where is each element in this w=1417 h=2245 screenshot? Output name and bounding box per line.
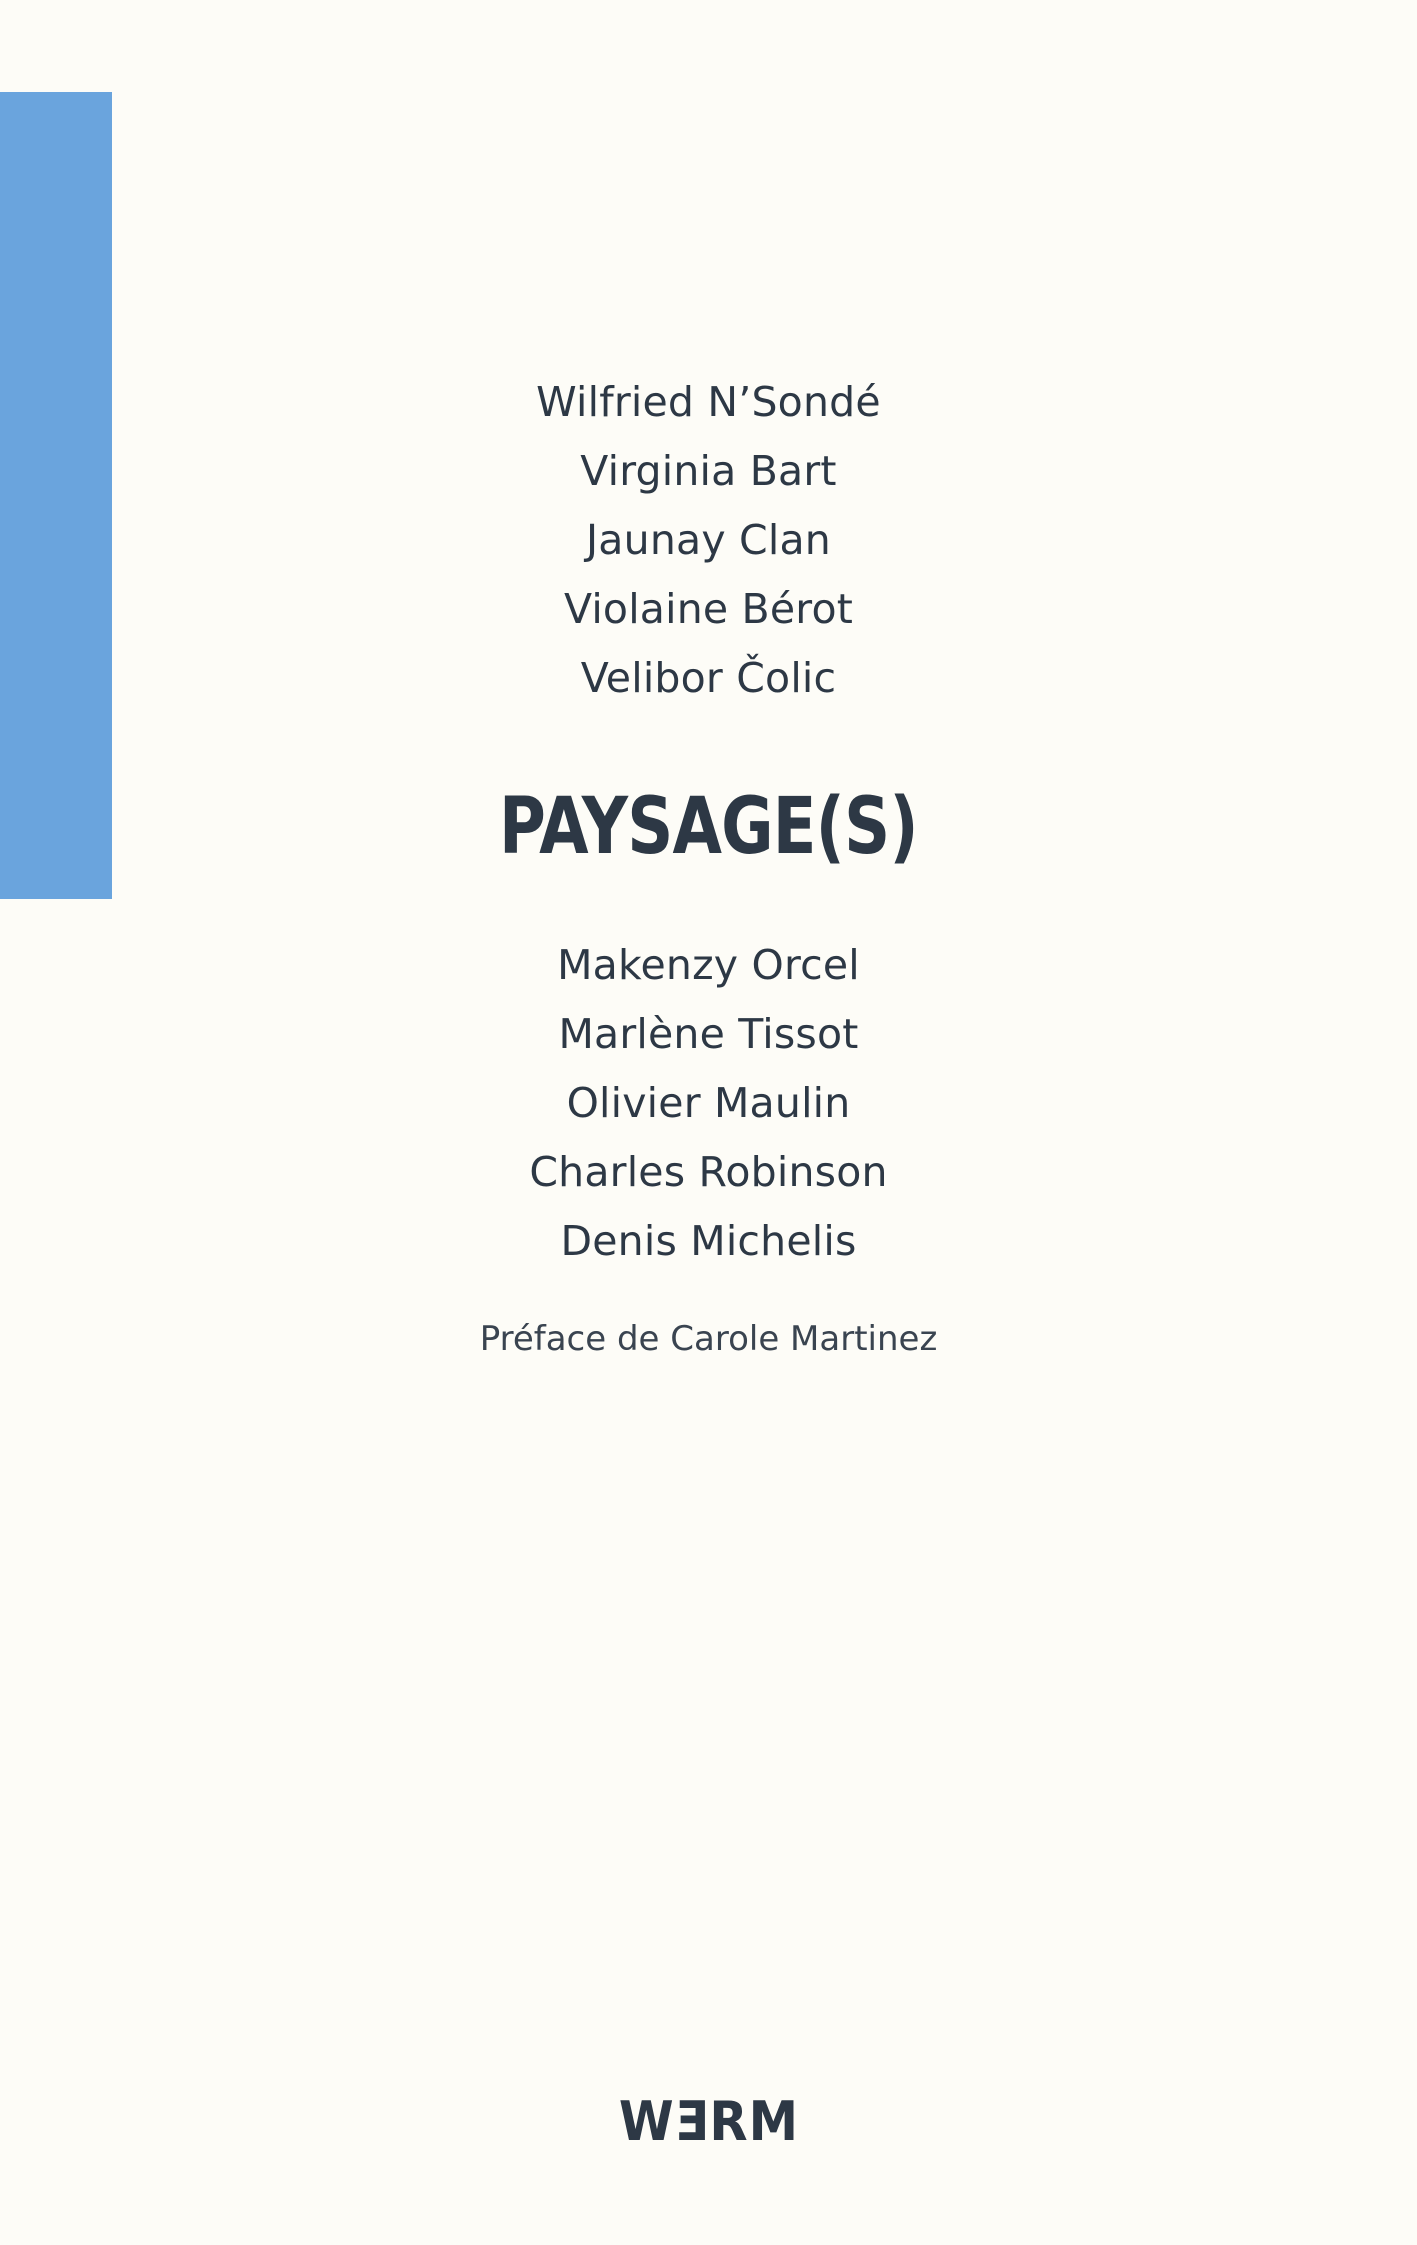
publisher-logo-text [618,2090,798,2153]
author-name: Velibor Čolic [580,654,837,702]
author-name: Virginia Bart [580,447,837,495]
book-title: PAYSAGE(S) [499,782,918,872]
author-name: Charles Robinson [529,1148,888,1196]
author-name: Marlène Tissot [558,1010,859,1058]
author-name: Denis Michelis [560,1217,857,1265]
author-name: Wilfried N’Sondé [536,378,881,426]
authors-top-list [536,368,881,713]
author-name: Makenzy Orcel [557,941,860,989]
authors-bottom-list [529,931,887,1276]
publisher-logo-part3: RM [709,2090,799,2153]
preface-credit: Préface de Carole Martinez [479,1319,938,1359]
publisher-logo-part1: W [618,2090,675,2153]
author-name: Jaunay Clan [586,516,831,564]
author-name: Violaine Bérot [563,585,854,633]
publisher-logo-part2: Ǝ [674,2090,710,2153]
author-name: Olivier Maulin [566,1079,851,1127]
publisher-logo [0,2090,1417,2153]
